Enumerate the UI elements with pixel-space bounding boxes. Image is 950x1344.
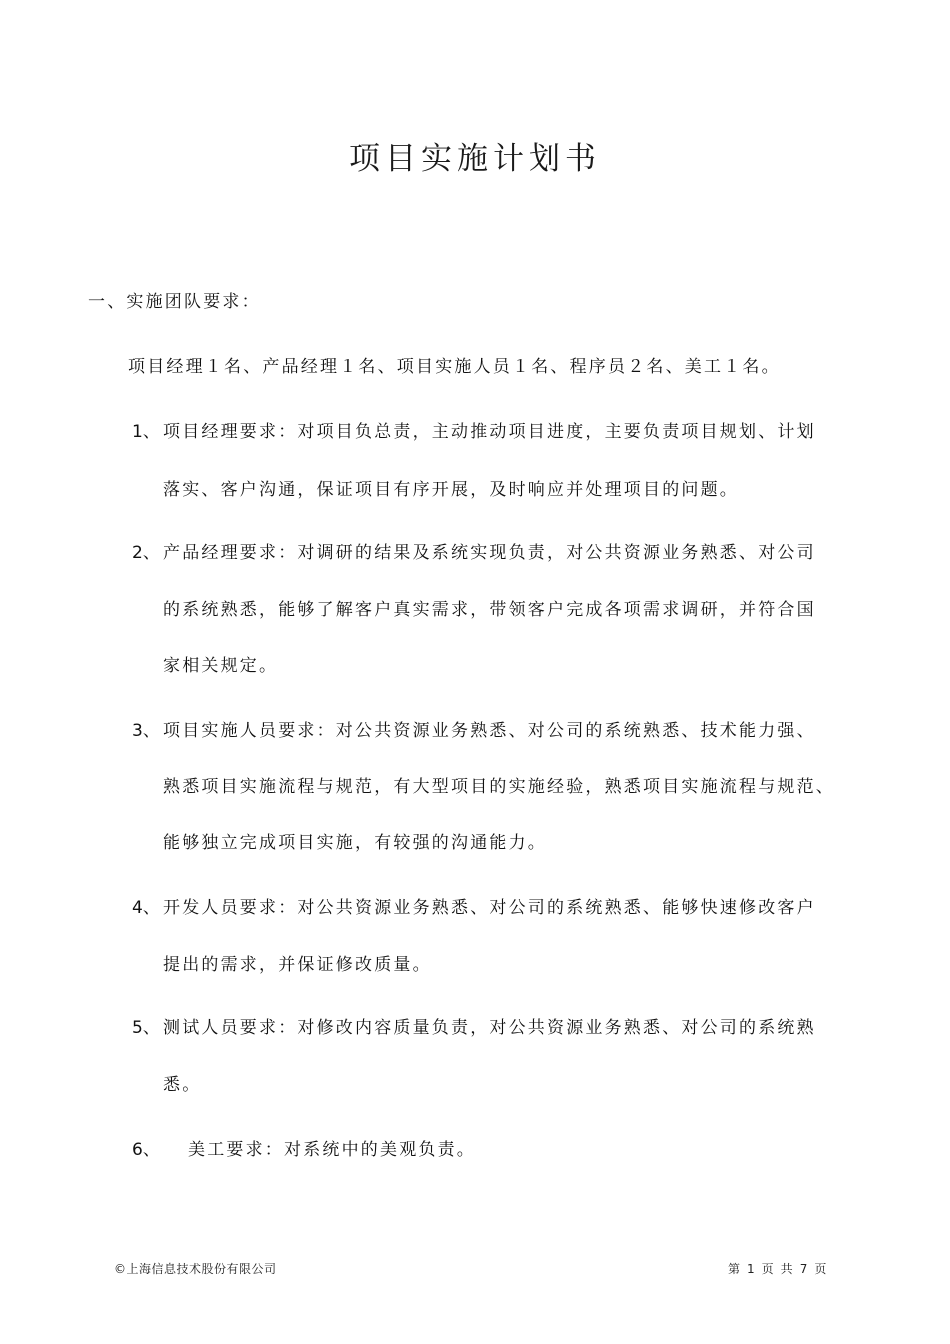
team-summary: 项目经理１名、产品经理１名、项目实施人员１名、程序员２名、美工１名。 [128, 357, 781, 377]
current-page: 1 [747, 1262, 755, 1276]
item-line: 的系统熟悉，能够了解客户真实需求，带领客户完成各项需求调研，并符合国 [163, 600, 816, 620]
footer-company: ©上海信息技术股份有限公司 [114, 1262, 277, 1276]
item-line: 熟悉项目实施流程与规范，有大型项目的实施经验，熟悉项目实施流程与规范、 [163, 777, 835, 797]
page-label-total-prefix: 共 [780, 1262, 793, 1276]
item-number: 5、 [132, 1018, 160, 1038]
page-label-suffix: 页 [814, 1262, 827, 1276]
item-line: 测试人员要求：对修改内容质量负责，对公共资源业务熟悉、对公司的系统熟 [163, 1018, 816, 1038]
document-title: 项目实施计划书 [349, 141, 601, 177]
item-line: 项目经理要求：对项目负总责，主动推动项目进度，主要负责项目规划、计划 [163, 422, 816, 442]
item-number: 1、 [132, 422, 160, 442]
footer-page-number [728, 1260, 826, 1277]
page-label-middle: 页 [761, 1262, 774, 1276]
item-line: 落实、客户沟通，保证项目有序开展，及时响应并处理项目的问题。 [163, 480, 739, 500]
total-pages: 7 [799, 1262, 808, 1276]
item-line: 美工要求：对系统中的美观负责。 [188, 1140, 476, 1160]
item-line: 项目实施人员要求：对公共资源业务熟悉、对公司的系统熟悉、技术能力强、 [163, 721, 816, 741]
item-line: 开发人员要求：对公共资源业务熟悉、对公司的系统熟悉、能够快速修改客户 [163, 898, 816, 918]
section-heading: 一、实施团队要求： [88, 292, 261, 312]
item-number: 2、 [132, 543, 160, 563]
item-line: 产品经理要求：对调研的结果及系统实现负责，对公共资源业务熟悉、对公司 [163, 543, 816, 563]
item-number: 6、 [132, 1140, 160, 1160]
item-number: 4、 [132, 898, 160, 918]
item-line: 家相关规定。 [163, 656, 279, 676]
item-line: 能够独立完成项目实施，有较强的沟通能力。 [163, 833, 547, 853]
item-line: 悉。 [163, 1075, 202, 1095]
item-number: 3、 [132, 721, 160, 741]
page-label-prefix: 第 [728, 1262, 741, 1276]
item-line: 提出的需求，并保证修改质量。 [163, 955, 432, 975]
